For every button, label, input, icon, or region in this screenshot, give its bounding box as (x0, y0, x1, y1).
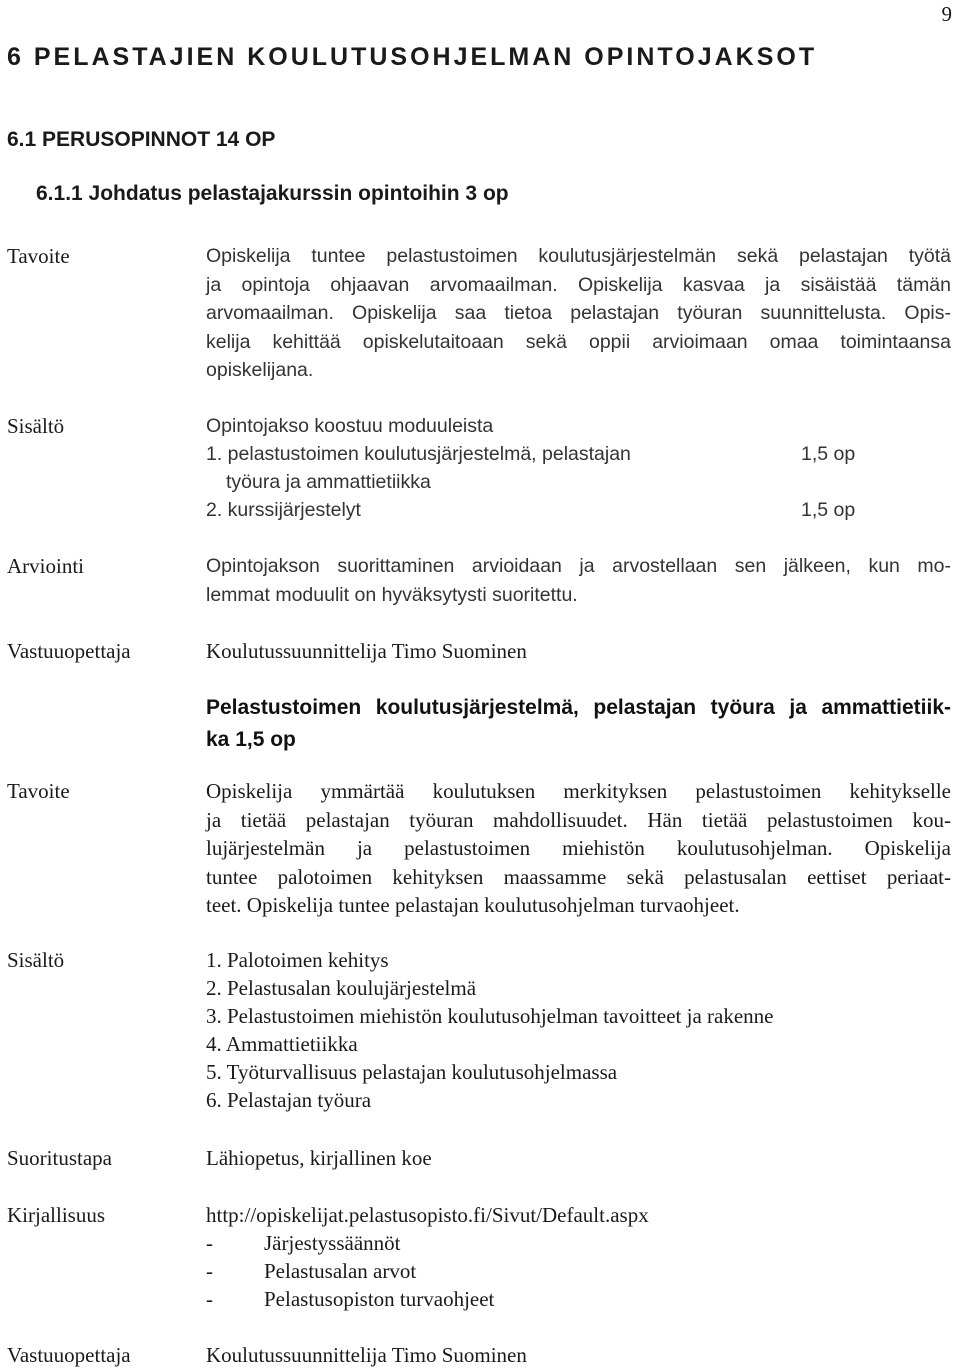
m1-tavoite-line: ja tietää pelastajan työuran mahdollisuudet. Hän tietää pelastustoimen kou- (206, 807, 951, 832)
m1-sisalto-item: 3. Pelastustoimen miehistön koulutusohjelman tavoitteet ja rakenne (206, 1004, 774, 1028)
module-name: 1. pelastustoimen koulutusjärjestelmä, pelastajan (206, 443, 631, 465)
m1-sisalto-item: 1. Palotoimen kehitys (206, 948, 389, 972)
module-name-cont: työura ja ammattietiikka (226, 471, 431, 493)
m1-tavoite-line: tuntee palotoimen kehityksen maassamme sekä pelastusalan eettiset periaat- (206, 864, 951, 889)
dash-bullet: - (206, 1231, 213, 1255)
kirjallisuus-item (206, 1229, 649, 1257)
module-row (206, 496, 866, 524)
kirjallisuus-item (206, 1257, 649, 1285)
tavoite-line: opiskelijana. (206, 359, 314, 381)
m1-sisalto-list (206, 946, 773, 1114)
vastuu-label: Vastuuopettaja (7, 639, 131, 663)
arviointi-label: Arviointi (7, 554, 84, 578)
kirjallisuus-item-text: Pelastusalan arvot (264, 1259, 417, 1283)
module-credits: 1,5 op (801, 499, 856, 521)
tavoite-line: arvomaailman. Opiskelija saa tietoa pelastajan työuran suunnittelusta. Opis- (206, 302, 951, 324)
kirjallisuus-item-text: Pelastusopiston turvaohjeet (264, 1287, 495, 1311)
m1-tavoite-line: teet. Opiskelija tuntee pelastajan koulutusohjelman turvaohjeet. (206, 893, 740, 917)
section-title: 6.1 PERUSOPINNOT 14 OP (7, 128, 276, 151)
dash-bullet: - (206, 1259, 213, 1283)
arviointi-text (206, 552, 951, 610)
m1-sisalto-item: 4. Ammattietiikka (206, 1032, 358, 1056)
m1-sisalto-item: 5. Työturvallisuus pelastajan koulutusohjelmassa (206, 1060, 618, 1084)
module-title-line: Pelastustoimen koulutusjärjestelmä, pelastajan työura ja ammattietiik- (206, 696, 951, 719)
m1-sisalto-item: 2. Pelastusalan koulujärjestelmä (206, 976, 477, 1000)
tavoite-line: kelija kehittää opiskelutaitoaan sekä oppii arvioimaan omaa toimintaansa (206, 330, 951, 353)
module-credits: 1,5 op (801, 443, 856, 465)
tavoite-text (206, 242, 951, 385)
module-name: 2. kurssijärjestelyt (206, 499, 361, 521)
dash-bullet: - (206, 1287, 213, 1311)
m1-kirjallisuus-list (206, 1201, 649, 1313)
m1-tavoite-line: Opiskelija ymmärtää koulutuksen merkityksen pelastustoimen kehitykselle (206, 779, 951, 803)
m1-vastuu-label: Vastuuopettaja (7, 1343, 131, 1367)
vastuu-value: Koulutussuunnittelija Timo Suominen (206, 639, 527, 663)
module-title-line: ka 1,5 op (206, 728, 296, 751)
m1-sisalto-item: 6. Pelastajan työura (206, 1088, 372, 1112)
kirjallisuus-item-text: Järjestyssäännöt (264, 1231, 401, 1255)
sisalto-intro: Opintojakso koostuu moduuleista (206, 415, 494, 437)
module-row (206, 440, 866, 468)
m1-tavoite-line: lujärjestelmän ja pelastustoimen miehistön koulutusohjelman. Opiskelija (206, 836, 951, 860)
tavoite-line: Opiskelija tuntee pelastustoimen koulutusjärjestelmän sekä pelastajan työtä (206, 245, 951, 267)
page-number: 9 (941, 2, 952, 26)
chapter-title: 6 PELASTAJIEN KOULUTUSOHJELMAN OPINTOJAKSOT (7, 43, 818, 71)
module-title (206, 692, 951, 756)
kirjallisuus-item (206, 1285, 649, 1313)
tavoite-line: ja opintoja ohjaavan arvomaailman. Opiskelija kasvaa ja sisäistää tämän (206, 273, 951, 296)
arviointi-line: Opintojakson suorittaminen arvioidaan ja arvostellaan sen jälkeen, kun mo- (206, 555, 951, 577)
m1-sisalto-label: Sisältö (7, 948, 65, 972)
m1-suoritustapa-value: Lähiopetus, kirjallinen koe (206, 1146, 432, 1170)
subsection-title: 6.1.1 Johdatus pelastajakurssin opintoihin 3 op (36, 182, 509, 205)
kirjallisuus-link[interactable]: http://opiskelijat.pelastusopisto.fi/Sivut/Default.aspx (206, 1203, 649, 1227)
m1-tavoite-label: Tavoite (7, 779, 70, 803)
arviointi-line: lemmat moduulit on hyväksytysti suoritettu. (206, 584, 578, 606)
m1-suoritustapa-label: Suoritustapa (7, 1146, 112, 1170)
m1-vastuu-value: Koulutussuunnittelija Timo Suominen (206, 1343, 527, 1367)
m1-tavoite-text (206, 777, 951, 920)
sisalto-label: Sisältö (7, 414, 65, 438)
tavoite-label: Tavoite (7, 244, 70, 268)
m1-kirjallisuus-label: Kirjallisuus (7, 1203, 105, 1227)
